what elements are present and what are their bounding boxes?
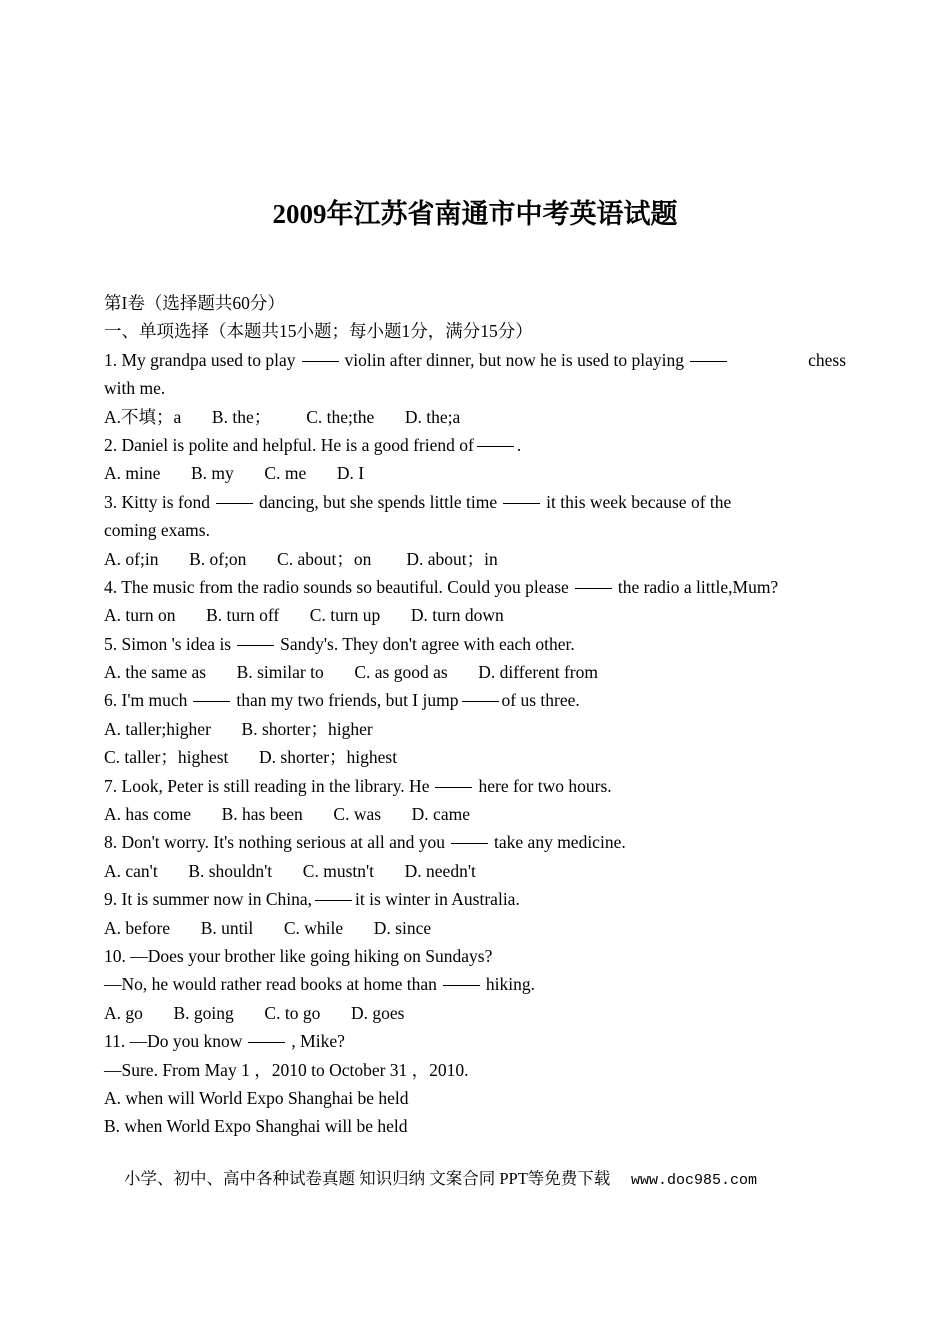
question-text: it this week because of the	[546, 491, 732, 512]
answer-blank	[248, 1042, 285, 1043]
question-text: here for two hours.	[478, 775, 612, 796]
exam-content	[104, 289, 846, 1141]
page-footer	[124, 1167, 844, 1193]
question-10-reply	[104, 970, 846, 998]
answer-blank	[216, 503, 253, 504]
question-11-option-a: A. when will World Expo Shanghai be held	[104, 1087, 409, 1108]
question-6	[104, 686, 846, 714]
question-text: ―Does your brother like going hiking on Sundays?	[130, 945, 493, 966]
question-text: dancing, but she spends little time	[258, 491, 498, 512]
question-2-options: A. mine B. my C. me D. I	[104, 463, 365, 484]
question-text: My grandpa used to play	[121, 349, 296, 370]
question-9	[104, 885, 846, 913]
question-7-options: A. has come B. has been C. was D. came	[104, 804, 470, 825]
question-6-options-2: C. taller；highest D. shorter；highest	[104, 747, 398, 768]
footer-text: 小学、初中、高中各种试卷真题 知识归纳 文案合同 PPT等免费下载	[124, 1169, 611, 1188]
question-9-options: A. before B. until C. while D. since	[104, 917, 432, 938]
question-1-continued: with me.	[104, 378, 166, 399]
question-text: ―No, he would rather read books at home than	[104, 974, 437, 995]
page-title: 2009年江苏省南通市中考英语试题	[272, 199, 678, 229]
question-text: hiking.	[485, 974, 536, 995]
answer-blank	[477, 446, 514, 447]
question-text: take any medicine.	[494, 832, 626, 853]
answer-blank	[302, 361, 339, 362]
question-text: .	[516, 434, 522, 455]
question-number: 8.	[104, 832, 118, 853]
answer-blank	[462, 701, 499, 702]
question-text: violin after dinner, but now he is used to playing	[344, 349, 685, 370]
question-text: the radio a little,Mum?	[617, 576, 779, 597]
part-heading: 一、单项选择（本题共15小题；每小题1分，满分15分）	[104, 321, 533, 342]
question-number: 11.	[104, 1031, 126, 1052]
question-number: 10.	[104, 945, 126, 966]
question-11	[104, 1027, 846, 1055]
question-6-options: A. taller;higher B. shorter；higher	[104, 718, 373, 739]
question-text: Daniel is polite and helpful. He is a good friend of	[121, 434, 474, 455]
question-3	[104, 488, 846, 516]
question-8	[104, 828, 846, 856]
question-text: it is winter in Australia.	[355, 889, 520, 910]
question-number: 3.	[104, 491, 118, 512]
question-text: Simon 's idea is	[121, 633, 232, 654]
question-11-reply: —Sure. From May 1 ，2010 to October 31 ，2010.	[104, 1059, 469, 1080]
question-10	[104, 942, 846, 970]
footer-url: www.doc985.com	[630, 1172, 757, 1189]
question-text: ―Do you know	[129, 1031, 243, 1052]
question-11-option-b: B. when World Expo Shanghai will be held	[104, 1116, 408, 1137]
question-number: 5.	[104, 633, 118, 654]
question-3-options: A. of;in B. of;on C. about；on D. about；in	[104, 548, 498, 569]
question-text: It is summer now in China,	[121, 889, 313, 910]
question-1-options: A.不填；a B. the； C. the;the D. the;a	[104, 406, 461, 427]
question-number: 1.	[104, 349, 118, 370]
answer-blank	[451, 843, 488, 844]
section-heading: 第I卷（选择题共60分）	[104, 293, 285, 313]
question-text: Don't worry. It's nothing serious at all and you	[121, 832, 446, 853]
answer-blank	[435, 787, 472, 788]
question-number: 7.	[104, 775, 118, 796]
question-number: 9.	[104, 889, 118, 910]
question-text: , Mike?	[291, 1031, 345, 1052]
question-text: The music from the radio sounds so beautiful. Could you please	[121, 576, 569, 597]
question-text: I'm much	[121, 690, 188, 711]
question-10-options: A. go B. going C. to go D. goes	[104, 1002, 405, 1023]
question-text: chess	[808, 349, 846, 370]
question-5-options: A. the same as B. similar to C. as good as D. different from	[104, 662, 598, 683]
question-4	[104, 573, 846, 601]
answer-blank	[443, 985, 480, 986]
question-text: Look, Peter is still reading in the library. He	[121, 775, 430, 796]
question-5	[104, 630, 846, 658]
question-text: Kitty is fond	[121, 491, 210, 512]
question-number: 6.	[104, 690, 118, 711]
question-4-options: A. turn on B. turn off C. turn up D. turn down	[104, 605, 504, 626]
question-7	[104, 772, 846, 800]
answer-blank	[690, 361, 727, 362]
answer-blank	[237, 645, 274, 646]
question-text: of us three.	[501, 690, 580, 711]
answer-blank	[315, 900, 352, 901]
question-number: 2.	[104, 434, 118, 455]
question-text: Sandy's. They don't agree with each other.	[280, 633, 575, 654]
question-1	[104, 346, 846, 374]
question-3-continued: coming exams.	[104, 520, 210, 541]
answer-blank	[193, 701, 230, 702]
question-text: than my two friends, but I jump	[236, 690, 459, 711]
answer-blank	[503, 503, 540, 504]
question-number: 4.	[104, 576, 118, 597]
question-8-options: A. can't B. shouldn't C. mustn't D. needn't	[104, 860, 476, 881]
question-2	[104, 431, 846, 459]
answer-blank	[575, 588, 612, 589]
